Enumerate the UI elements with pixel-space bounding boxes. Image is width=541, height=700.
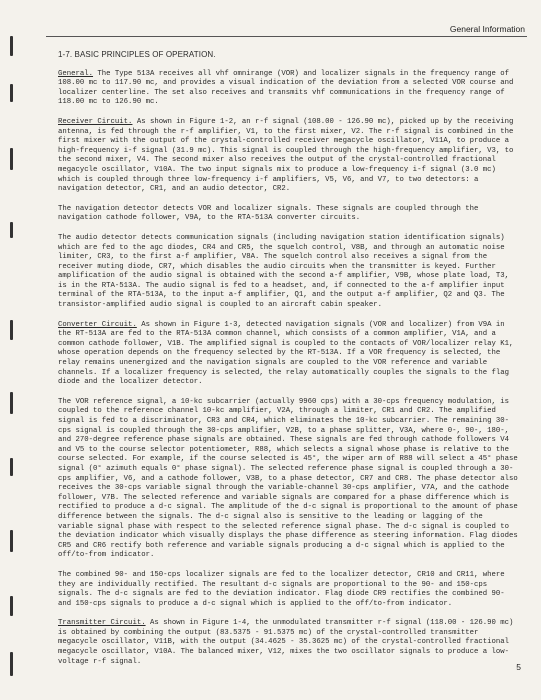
binding-mark (10, 36, 13, 56)
paragraph-text: The audio detector detects communication signals (including navigation station identification signals) which are fed to the agc diodes, CR4 and CR5, the squelch control, V8B, and through an automatic noise limiter, CR3, to the first a-f amplifier, V8A. The squelch control also receives a signal from the receiver muting diode, CR7, which disables the audio circuits when the transmitter is keyed. Further amplification of the audio signal is obtained with the second a-f amplifier, V9B, whose plate load, T3, is in the RTA-513A. The audio signal is fed to a headset, and, if connected to the a-f amplifier input terminal of the RTA-513A, to the input a-f amplifier, Q1, and the output a-f amplifier, Q2 and Q3. The transistor-amplified audio signal is coupled to an aircraft cabin speaker. (58, 233, 510, 310)
binding-mark (10, 320, 13, 340)
paragraph-localizer-signals (58, 571, 518, 609)
binding-margin-marks (0, 0, 30, 700)
paragraph-text: The combined 90- and 150-cps localizer signals are fed to the localizer detector, CR10 and CR11, where they are individually rectified. The resultant d-c signals are proportional to the 90- and 150-cps signals. The d-c signals are fed to the deviation indicator. Flag diode CR9 rectifies the combined 90- and 150-cps signals to produce a d-c signal which is applied to the off/to-from indicator. (58, 570, 505, 608)
page-number: 5 (516, 662, 521, 672)
binding-mark (10, 148, 13, 170)
paragraph-heading: General. (58, 69, 94, 78)
paragraph-heading: Receiver Circuit. (58, 117, 133, 126)
paragraph-text: As shown in Figure 1-3, detected navigation signals (VOR and localizer) from V9A in the RT-513A are fed to the RTA-513A common channel, which consists of a common amplifier, V1A, and a common cathode follower, V1B. The amplified signal is coupled to the contacts of VOR/localizer relay K1, whose operation depends on the frequency selected by the RT-513A. If a VOR frequency is selected, the relay remains unenergized and the navigation signals are coupled to the VOR reference and variable channels. If a localizer frequency is selected, the relay automatically couples the signals to the flag diode and the localizer detector. (58, 320, 514, 387)
running-head: General Information (449, 24, 525, 34)
header-rule (46, 36, 527, 37)
binding-mark (10, 392, 13, 414)
paragraph-audio-detector (58, 234, 518, 311)
paragraph-text: The Type 513A receives all vhf omnirange (VOR) and localizer signals in the frequency range of 108.00 mc to 117.90 mc, and provides a visual indication of the deviation from a selected VOR course and localizer centerline. The set also receives and transmits vhf communications in the frequency range of 118.00 mc to 126.90 mc. (58, 69, 514, 107)
paragraph-navigation-detector (58, 205, 518, 224)
binding-mark (10, 652, 13, 676)
paragraph-transmitter-circuit (58, 619, 518, 667)
section-title: 1-7. BASIC PRINCIPLES OF OPERATION. (58, 50, 216, 59)
page-body (58, 50, 518, 677)
paragraph-text: As shown in Figure 1-2, an r-f signal (108.00 - 126.90 mc), picked up by the receiving antenna, is fed through the r-f amplifier, V1, to the first mixer, V2. The r-f signal is combined in the first mixer with the output of the crystal-controlled receiver megacycle oscillator, V11A, to produce a high-frequency i-f signal (31.9 mc). This signal is coupled through the high-frequency amplifier, V3, to the second mixer, V4. The second mixer also receives the output of the crystal-controlled fractional megacycle oscillator, V10A. The two input signals mix to produce a low-frequency i-f signal (3.0 mc) which is coupled through three low-frequency i-f amplifiers, V5, V6, and V7, to two detectors: a navigation detector, CR1, and an audio detector, CR2. (58, 117, 514, 194)
binding-mark (10, 530, 13, 552)
binding-mark (10, 84, 13, 102)
paragraph-general (58, 70, 518, 108)
paragraph-heading: Transmitter Circuit. (58, 619, 146, 628)
paragraph-vor-reference (58, 398, 518, 561)
paragraph-text: The navigation detector detects VOR and localizer signals. These signals are coupled through the navigation cathode follower, V9A, to the RTA-513A converter circuits. (58, 204, 479, 223)
paragraph-text: The VOR reference signal, a 10-kc subcarrier (actually 9960 cps) with a 30-cps frequency modulation, is coupled to the reference channel 10-kc amplifier, V2A, through a limiter, CR1 and CR2. The amplified signal is fed to a discriminator, CR3 and CR4, which eliminates the 10-kc subcarrier. The remaining 30-cps signal is coupled through the 30-cps amplifier, V2B, to a phase splitter, V3A, where 0-, 90-, 180-, and 270-degree reference phase signals are obtained. These signals are fed through cathode followers V4 and V5 to the course selector potentiometer, R88, which selects a signal whose phase is relative to the course selected. For example, if the course selected is 45°, the wiper arm of R88 will select a 45° phase signal (0° azimuth equals 0° phase signal). The selected reference phase signal is coupled through a 30-cps amplifier, V6, and a cathode follower, V3B, to a phase detector, CR7 and CR8. The phase detector also receives the 30-cps variable signal through the variable-channel 30-cps amplifier, V7A, and the cathode follower, V7B. The selected reference and variable signals are compared for a phase difference which is rectified to produce a d-c signal. The amplitude of the d-c signal is proportional to the amount of phase difference between the signals. The d-c signal also is sensitive to the leading or lagging of the variable signal phase with respect to the selected reference signal phase. The d-c signal is coupled to the deviation indicator which visually displays the phase difference as steering information. Flag diodes CR5 and CR6 rectify both reference and variable signals producing a d-c signal which is applied to the off/to-from indicator. (58, 397, 518, 560)
paragraph-converter-circuit (58, 321, 518, 388)
binding-mark (10, 222, 13, 238)
paragraph-receiver-circuit (58, 118, 518, 195)
paragraph-heading: Converter Circuit. (58, 320, 137, 329)
paragraph-text: As shown in Figure 1-4, the unmodulated transmitter r-f signal (118.00 - 126.90 mc) is obtained by combining the output (83.5375 - 91.5375 mc) of the crystal-controlled transmitter megacycle oscillator, V11B, with the output (34.4625 - 35.3625 mc) of the crystal-controlled fractional megacycle oscillator, V10A. The balanced mixer, V12, mixes the two oscillator signals to produce a low-voltage r-f signal. (58, 619, 514, 666)
binding-mark (10, 596, 13, 616)
binding-mark (10, 458, 13, 476)
